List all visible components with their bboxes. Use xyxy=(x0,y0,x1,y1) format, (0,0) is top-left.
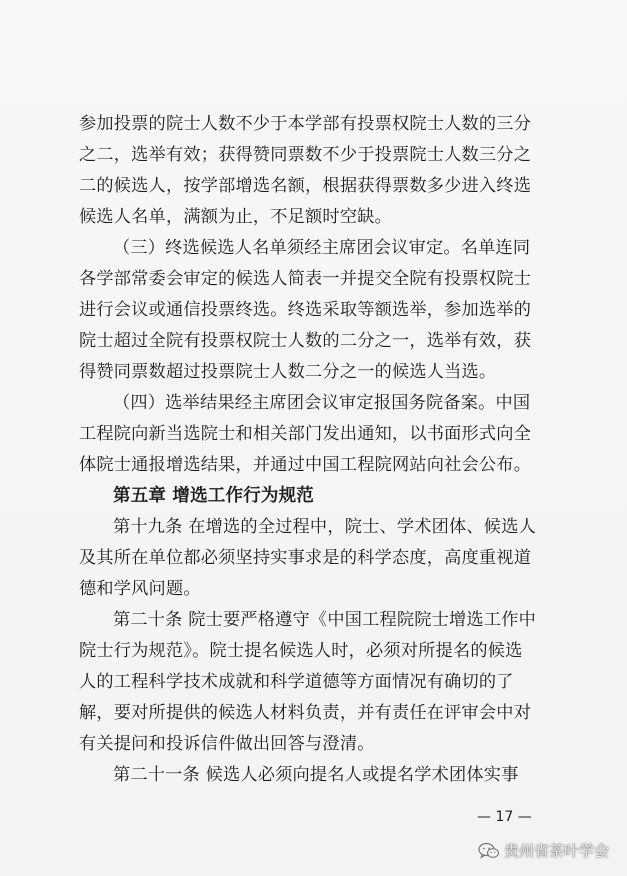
text-line: 之二，选举有效；获得赞同票数不少于投票院士人数三分之 xyxy=(79,145,532,165)
text-line: 院士行为规范》。院士提名候选人时，必须对所提名的候选 xyxy=(79,641,523,661)
text-line: 第十九条 在增选的全过程中，院士、学术团体、候选人 xyxy=(113,517,536,537)
page-number: — 17 — xyxy=(477,809,532,825)
text-line: 参加投票的院士人数不少于本学部有投票权院士人数的三分 xyxy=(79,114,532,134)
text-line: 德和学风问题。 xyxy=(79,579,201,599)
text-line: 有关提问和投诉信件做出回答与澄清。 xyxy=(79,734,375,754)
text-line: 得赞同票数超过投票院士人数二分之一的候选人当选。 xyxy=(79,362,497,382)
text-line: 进行会议或通信投票终选。终选采取等额选举，参加选举的 xyxy=(79,300,532,320)
source-watermark xyxy=(478,840,609,861)
text-line: 第二十条 院士要严格遵守《中国工程院院士增选工作中 xyxy=(113,610,536,630)
text-line: 工程院向新当选院士和相关部门发出通知，以书面形式向全 xyxy=(79,424,532,444)
text-line: 各学部常委会审定的候选人简表一并提交全院有投票权院士 xyxy=(79,269,532,289)
text-line: （四）选举结果经主席团会议审定报国务院备案。中国 xyxy=(113,393,531,413)
text-line: 二的候选人，按学部增选名额，根据获得票数多少进入终选 xyxy=(79,176,532,196)
text-line: 候选人名单，满额为止，不足额时空缺。 xyxy=(79,207,392,227)
text-line: （三）终选候选人名单须经主席团会议审定。名单连同 xyxy=(113,238,531,258)
chapter-heading: 第五章 增选工作行为规范 xyxy=(113,486,314,506)
watermark-text: 贵州省茶叶学会 xyxy=(504,842,610,860)
text-line: 人的工程科学技术成就和科学道德等方面情况有确切的了 xyxy=(79,672,514,692)
text-line: 及其所在单位都必须坚持实事求是的科学态度，高度重视道 xyxy=(79,548,532,568)
text-line: 第二十一条 候选人必须向提名人或提名学术团体实事 xyxy=(113,765,519,785)
wechat-icon xyxy=(478,842,500,860)
text-line: 解，要对所提供的候选人材料负责，并有责任在评审会中对 xyxy=(79,703,532,723)
text-line: 体院士通报增选结果，并通过中国工程院网站向社会公布。 xyxy=(79,455,532,475)
text-line: 院士超过全院有投票权院士人数的二分之一，选举有效，获 xyxy=(79,331,532,351)
document-body xyxy=(79,109,554,791)
